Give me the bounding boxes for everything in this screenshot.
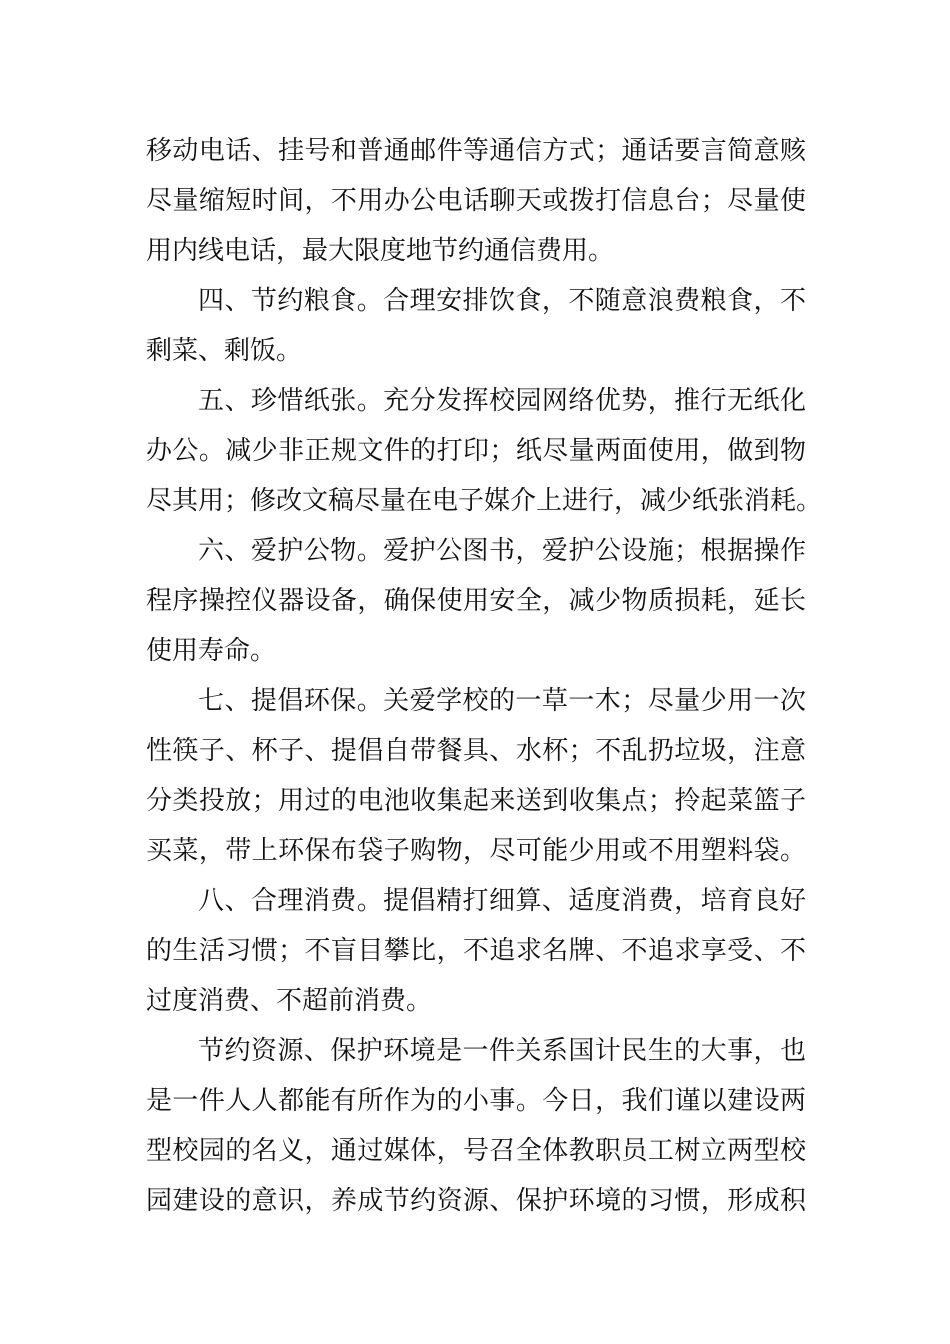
text-line: 使用寿命。 bbox=[146, 636, 277, 666]
text-line: 六、爱护公物。爱护公图书，爱护公设施；根据操作 bbox=[198, 536, 806, 566]
text-line: 尽量缩短时间，不用办公电话聊天或拨打信息台；尽量使 bbox=[146, 186, 806, 216]
text-line: 分类投放；用过的电池收集起来送到收集点；拎起菜篮子 bbox=[146, 786, 806, 816]
text-line: 七、提倡环保。关爱学校的一草一木；尽量少用一次 bbox=[198, 686, 806, 716]
text-line: 园建设的意识，养成节约资源、保护环境的习惯，形成积 bbox=[146, 1186, 806, 1216]
text-line: 五、珍惜纸张。充分发挥校园网络优势，推行无纸化 bbox=[198, 386, 806, 416]
text-line: 的生活习惯；不盲目攀比，不追求名牌、不追求享受、不 bbox=[146, 936, 806, 966]
text-line: 程序操控仪器设备，确保使用安全，减少物质损耗，延长 bbox=[146, 586, 806, 616]
text-line: 四、节约粮食。合理安排饮食，不随意浪费粮食，不 bbox=[198, 286, 806, 316]
text-line: 尽其用；修改文稿尽量在电子媒介上进行，减少纸张消耗。 bbox=[146, 486, 823, 516]
text-line: 性筷子、杯子、提倡自带餐具、水杯；不乱扔垃圾，注意 bbox=[146, 736, 806, 766]
document-body bbox=[146, 126, 823, 1226]
text-line: 移动电话、挂号和普通邮件等通信方式；通话要言简意赅 bbox=[146, 136, 806, 166]
text-line: 过度消费、不超前消费。 bbox=[146, 986, 433, 1016]
text-line: 型校园的名义，通过媒体，号召全体教职员工树立两型校 bbox=[146, 1136, 806, 1166]
text-line: 办公。减少非正规文件的打印；纸尽量两面使用，做到物 bbox=[146, 436, 806, 466]
text-line: 八、合理消费。提倡精打细算、适度消费，培育良好 bbox=[198, 886, 806, 916]
text-line: 节约资源、保护环境是一件关系国计民生的大事，也 bbox=[198, 1036, 806, 1066]
text-line: 剩菜、剩饭。 bbox=[146, 336, 303, 366]
text-line: 用内线电话，最大限度地节约通信费用。 bbox=[146, 236, 615, 266]
text-line: 是一件人人都能有所作为的小事。今日，我们谨以建设两 bbox=[146, 1086, 806, 1116]
text-line: 买菜，带上环保布袋子购物，尽可能少用或不用塑料袋。 bbox=[146, 836, 806, 866]
